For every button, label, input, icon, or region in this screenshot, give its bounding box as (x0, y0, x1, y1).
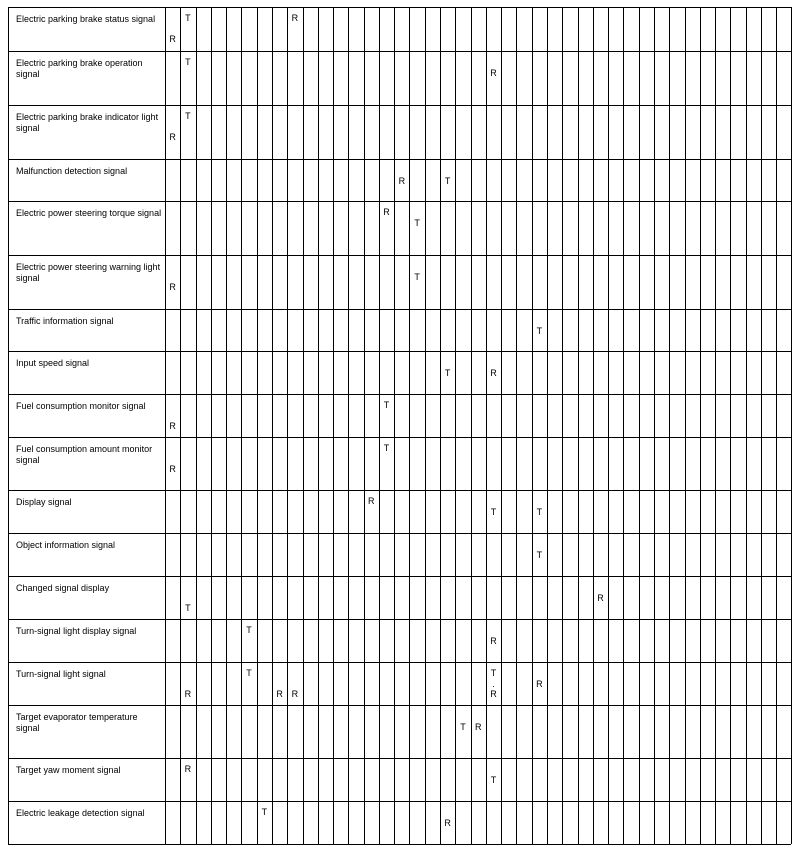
table-column-divider (333, 7, 334, 844)
table-row-divider (8, 351, 791, 352)
signal-mark: R (444, 817, 451, 828)
table-column-divider (303, 7, 304, 844)
row-label: Electric parking brake indicator light signal (16, 112, 159, 133)
row-label: Malfunction detection signal (16, 166, 128, 176)
table-row-divider (8, 490, 791, 491)
table-row-divider (8, 705, 791, 706)
row-label: Electric power steering torque signal (16, 208, 162, 218)
signal-mark: R (169, 34, 176, 45)
table-column-divider (440, 7, 441, 844)
signal-mark: R (490, 689, 497, 700)
table-column-divider (180, 7, 181, 844)
row-label: Changed signal display (16, 583, 110, 593)
row-label: Target evaporator temperature signal (16, 712, 138, 733)
row-label: Input speed signal (16, 358, 90, 368)
signal-mark: R (368, 496, 375, 506)
signal-mark: R (184, 764, 192, 774)
table-row-divider (8, 533, 791, 534)
row-label: Target yaw moment signal (16, 765, 121, 775)
table-row-divider (8, 576, 791, 577)
signal-mark: T (261, 807, 268, 817)
table-column-divider (257, 7, 258, 844)
table-column-divider (639, 7, 640, 844)
row-label: Fuel consumption amount monitor signal (16, 444, 153, 465)
signal-mark: R (383, 207, 390, 217)
table-column-divider (516, 7, 517, 844)
table-column-divider (654, 7, 655, 844)
table-row-divider (8, 105, 791, 106)
table-column-divider (715, 7, 716, 844)
signal-mark: R (169, 421, 176, 432)
signal-mark: R (169, 464, 176, 475)
row-label: Traffic information signal (16, 316, 114, 326)
signal-mark: R (169, 132, 176, 143)
table-column-divider (562, 7, 563, 844)
table-column-divider (501, 7, 502, 844)
table-column-divider (578, 7, 579, 844)
table-row-divider (8, 662, 791, 663)
table-row-divider (8, 201, 791, 202)
signal-mark: T (246, 625, 252, 635)
row-label: Object information signal (16, 540, 116, 550)
signal-mark: R (276, 689, 283, 700)
table-column-divider (532, 7, 533, 844)
table-column-divider (287, 7, 288, 844)
signal-mark: R (474, 721, 482, 732)
table-right-border (791, 7, 792, 844)
table-column-divider (394, 7, 395, 844)
table-column-divider (746, 7, 747, 844)
table-row-divider (8, 394, 791, 395)
table-column-divider (700, 7, 701, 844)
row-label: Electric parking brake status signal (16, 14, 156, 24)
table-column-divider (379, 7, 380, 844)
table-column-divider (8, 7, 9, 844)
table-column-divider (730, 7, 731, 844)
signal-mark: T (536, 549, 543, 560)
table-column-divider (685, 7, 686, 844)
table-row-divider (8, 758, 791, 759)
signal-mark: R (490, 67, 497, 78)
signal-mark: R (597, 592, 604, 603)
table-column-divider (776, 7, 777, 844)
signal-mark: T (490, 668, 497, 678)
table-column-divider (348, 7, 349, 844)
signal-mark: T (185, 13, 191, 23)
row-label: Electric leakage detection signal (16, 808, 145, 818)
signal-mark: R (169, 282, 176, 293)
signal-mark: T (444, 175, 451, 186)
table-column-divider (425, 7, 426, 844)
table-column-divider (241, 7, 242, 844)
table-row-divider (8, 255, 791, 256)
signal-mark: T (414, 217, 420, 228)
signal-mark: R (291, 13, 299, 23)
signal-mark: R (398, 175, 406, 186)
signal-mark: T (490, 506, 497, 517)
table-column-divider (318, 7, 319, 844)
signal-mark: T (490, 774, 497, 785)
table-column-divider (455, 7, 456, 844)
signal-mark: R (291, 689, 299, 700)
table-column-divider (409, 7, 410, 844)
signal-mark: R (184, 689, 192, 700)
table-column-divider (486, 7, 487, 844)
table-column-divider (272, 7, 273, 844)
signal-mark: T (414, 271, 420, 282)
table-row-divider (8, 844, 791, 845)
row-label: Electric power steering warning light signal (16, 262, 161, 283)
row-label: Turn-signal light signal (16, 669, 106, 679)
table-column-divider (669, 7, 670, 844)
signal-mark: T (444, 367, 451, 378)
row-label: Fuel consumption monitor signal (16, 401, 146, 411)
row-label: Electric parking brake operation signal (16, 58, 143, 79)
signal-mark: T (383, 443, 390, 453)
signal-mark: T (536, 506, 543, 517)
table-row-divider (8, 619, 791, 620)
table-column-divider (593, 7, 594, 844)
signal-mark: T (246, 668, 252, 678)
table-row-divider (8, 437, 791, 438)
table-row-divider (8, 159, 791, 160)
table-column-divider (226, 7, 227, 844)
signal-mark: . (492, 678, 495, 689)
signal-mark: T (185, 111, 191, 121)
signal-mark: R (536, 678, 543, 689)
signal-mark: T (383, 400, 390, 410)
signal-mark: R (490, 367, 497, 378)
table-column-divider (547, 7, 548, 844)
signal-mark: T (536, 325, 543, 336)
table-column-divider (623, 7, 624, 844)
table-column-divider (364, 7, 365, 844)
table-row-divider (8, 801, 791, 802)
signal-mark: T (185, 57, 191, 67)
table-column-divider (471, 7, 472, 844)
table-column-divider (761, 7, 762, 844)
signal-mark: T (185, 603, 191, 614)
row-label: Display signal (16, 497, 72, 507)
table-row-divider (8, 309, 791, 310)
table-column-divider (211, 7, 212, 844)
table-column-divider (608, 7, 609, 844)
row-label: Turn-signal light display signal (16, 626, 137, 636)
signal-mark: R (490, 635, 497, 646)
table-row-divider (8, 7, 791, 8)
table-row-divider (8, 51, 791, 52)
signal-mark: T (460, 721, 466, 732)
table-column-divider (196, 7, 197, 844)
